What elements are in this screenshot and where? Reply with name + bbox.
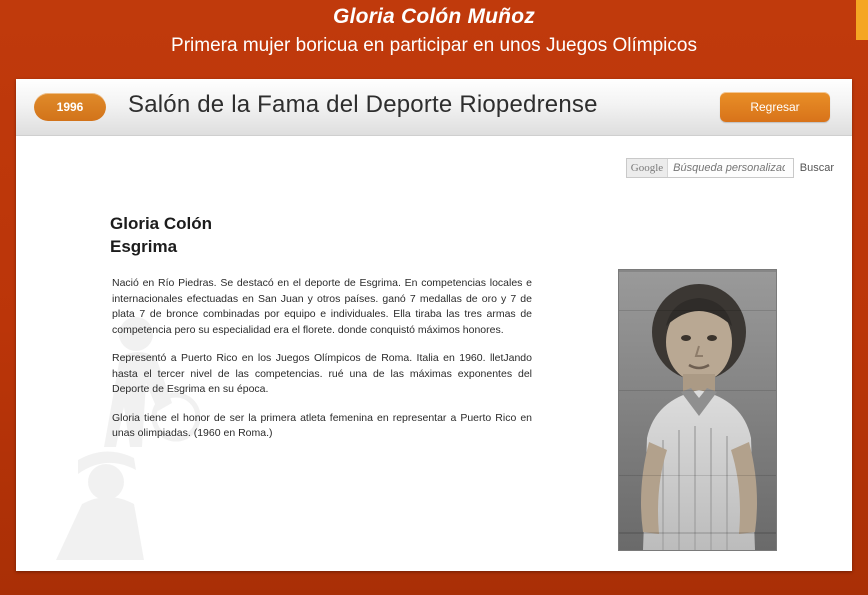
biography-text (112, 276, 532, 455)
site-header (16, 79, 852, 136)
athlete-portrait-photo (618, 269, 777, 551)
year-badge: 1996 (34, 93, 106, 121)
bio-paragraph: Nació en Río Piedras. Se destacó en el deporte de Esgrima. En competencias locales e internacionales efectuadas en San Juan y otros países. ganó 7 medallas de oro y 7 de plata 7 de bronce combinadas por equipo e individuales. Ella tiraba las tres armas de competencia pero su especialidad era el florete. donde conquistó máximos honores. (112, 277, 532, 336)
search-submit-link[interactable]: Buscar (799, 162, 834, 174)
search-box[interactable] (626, 158, 794, 178)
webpage-screenshot (16, 79, 852, 571)
bio-paragraph: Gloria tiene el honor de ser la primera atleta femenina en representar a Puerto Rico en unas olimpiadas. (1960 en Roma.) (112, 411, 532, 439)
athlete-name: Gloria Colón (110, 214, 212, 233)
back-button[interactable]: Regresar (720, 92, 830, 122)
athlete-sport: Esgrima (110, 237, 178, 256)
google-logo-icon: Google (627, 159, 668, 177)
site-body (16, 136, 852, 571)
bio-paragraph: Representó a Puerto Rico en los Juegos Olímpicos de Roma. Italia en 1960. lletJando hasta el tercer nivel de las competencias. rué una de las máximas exponentes del Deporte de Esgrima en su época. (112, 352, 532, 395)
page-title: Gloria Colón Muñoz (333, 5, 535, 28)
slide-title-block (0, 4, 868, 60)
search-widget[interactable] (626, 158, 834, 178)
site-title: Salón de la Fama del Deporte Riopedrense (128, 91, 598, 118)
page-subtitle: Primera mujer boricua en participar en unos Juegos Olímpicos (171, 35, 697, 56)
search-input[interactable] (668, 158, 787, 178)
